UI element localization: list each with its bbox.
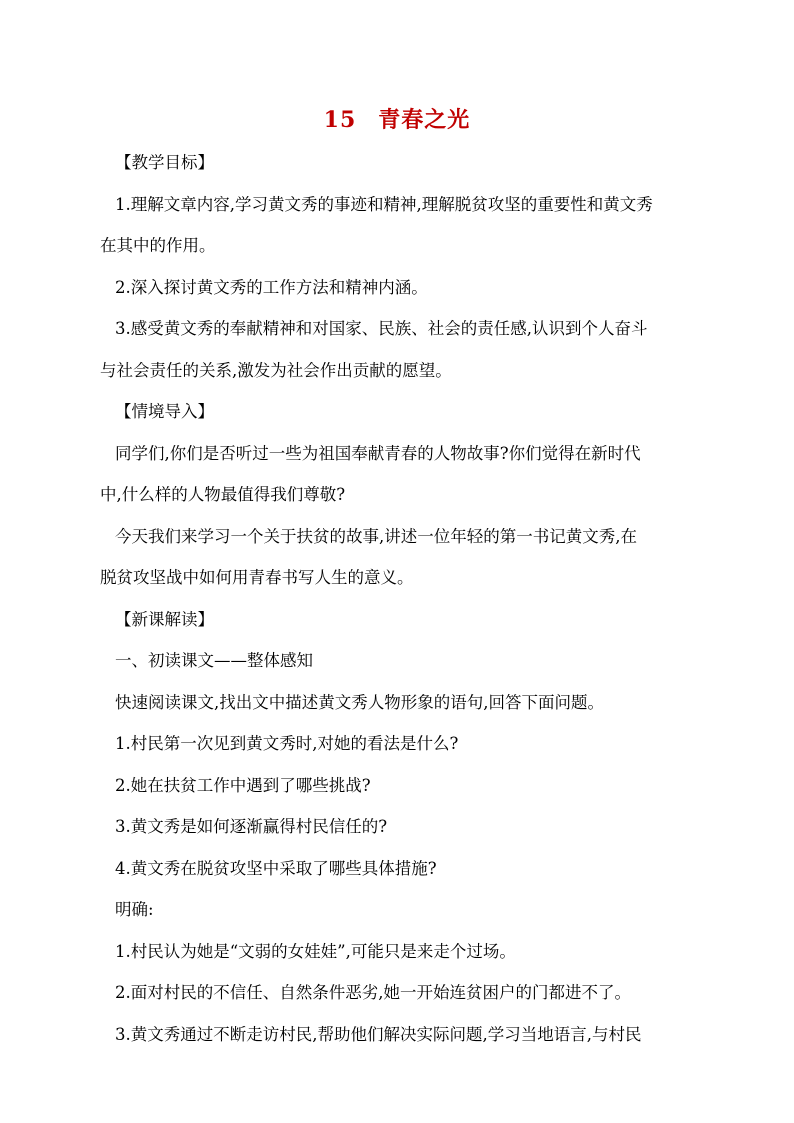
answer-1: 1.村民认为她是“文弱的女娃娃”,可能只是来走个过场。 [115,941,516,961]
answer-3: 3.黄文秀通过不断走访村民,帮助他们解决实际问题,学习当地语言,与村民 [115,1024,642,1044]
reading-heading: 【新课解读】 [115,609,214,629]
objective-item-2-line-1: 2.深入探讨黄文秀的工作方法和精神内涵。 [115,277,428,297]
objective-item-1 [100,184,725,267]
objectives-heading: 【教学目标】 [115,153,214,172]
objective-item-2 [115,267,725,309]
question-2: 2.她在扶贫工作中遇到了哪些挑战? [115,775,371,795]
intro-paragraph-2 [100,516,725,599]
lesson-title: 青春之光 [378,107,471,133]
objective-item-3-line-1: 3.感受黄文秀的奉献精神和对国家、民族、社会的责任感,认识到个人奋斗 [115,319,648,338]
lesson-number: 15 [323,107,357,133]
objective-item-1-line-1: 1.理解文章内容,学习黄文秀的事迹和精神,理解脱贫攻坚的重要性和黄文秀 [115,194,653,214]
reading-subheading: 一、初读课文——整体感知 [115,651,313,670]
intro-heading: 【情境导入】 [115,402,214,421]
objective-item-3-line-2: 与社会责任的关系,激发为社会作出贡献的愿望。 [100,360,452,380]
objective-item-1-line-2: 在其中的作用。 [100,236,216,255]
question-1: 1.村民第一次见到黄文秀时,对她的看法是什么? [115,734,459,753]
reading-instruction: 快速阅读课文,找出文中描述黄文秀人物形象的语句,回答下面问题。 [115,692,604,712]
intro-paragraph-1-line-1: 同学们,你们是否听过一些为祖国奉献青春的人物故事?你们觉得在新时代 [115,443,641,463]
clarify-label: 明确: [115,900,154,919]
intro-paragraph-1-line-2: 中,什么样的人物最值得我们尊敬? [100,485,346,504]
intro-paragraph-1 [100,433,725,516]
document-body [100,142,725,1055]
question-3: 3.黄文秀是如何逐渐赢得村民信任的? [115,817,388,836]
intro-paragraph-2-line-1: 今天我们来学习一个关于扶贫的故事,讲述一位年轻的第一书记黄文秀,在 [115,526,637,546]
question-4: 4.黄文秀在脱贫攻坚中采取了哪些具体措施? [115,858,437,878]
intro-paragraph-2-line-2: 脱贫攻坚战中如何用青春书写人生的意义。 [100,568,414,587]
page-title [0,103,794,134]
answer-2: 2.面对村民的不信任、自然条件恶劣,她一开始连贫困户的门都进不了。 [115,983,631,1002]
objective-item-3 [100,308,725,391]
